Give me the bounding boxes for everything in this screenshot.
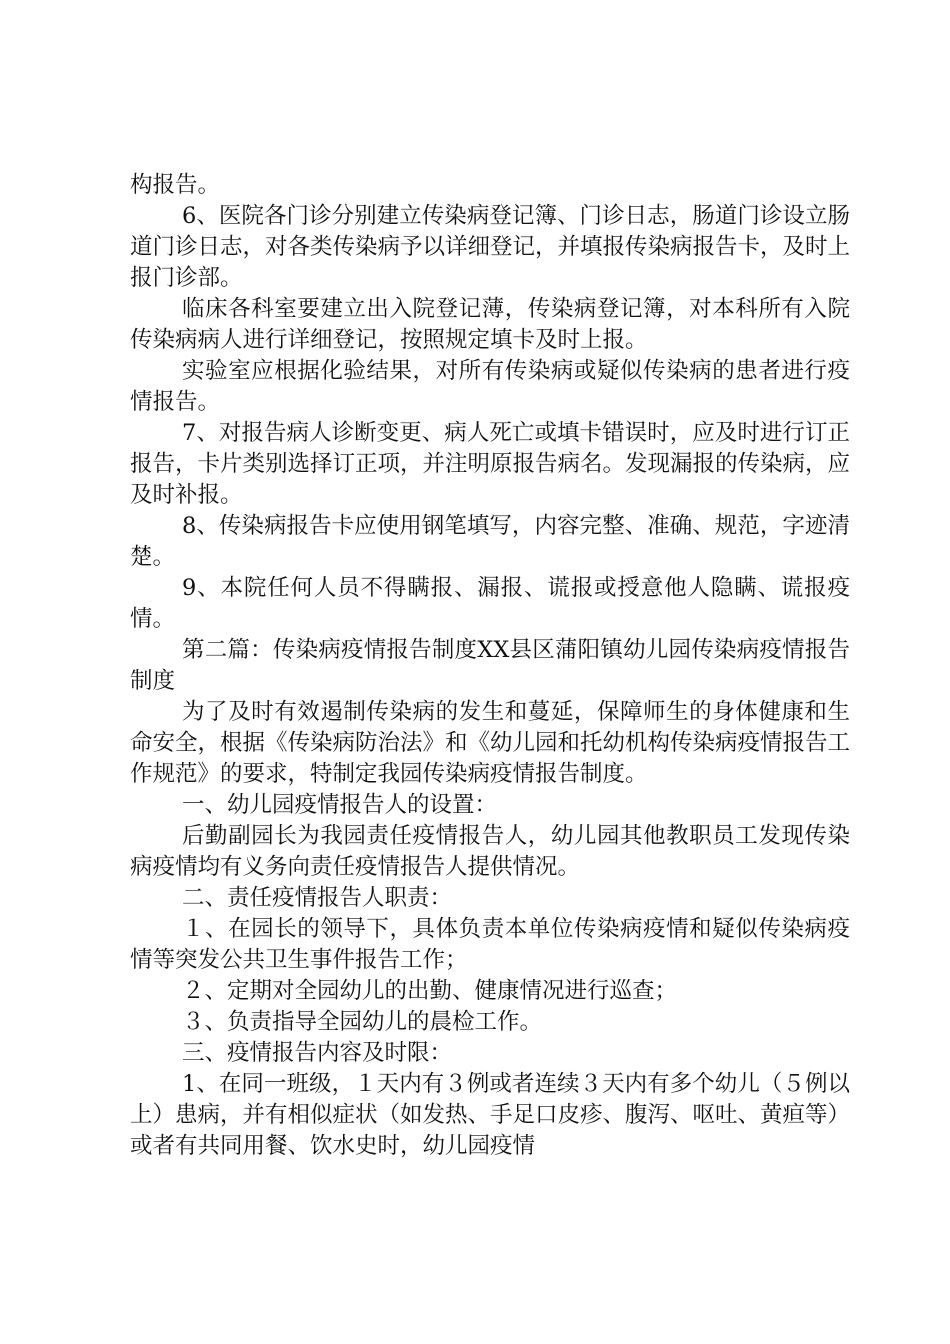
paragraph-13: １、在园长的领导下，具体负责本单位传染病疫情和疑似传染病疫情等突发公共卫生事件报告工作； bbox=[130, 916, 850, 973]
paragraph-16: 三、疫情报告内容及时限： bbox=[182, 1040, 453, 1066]
paragraph-17: 1、在同一班级，１天内有３例或者连续３天内有多个幼儿（５例以上）患病，并有相似症状（如发热、手足口皮疹、腹泻、呕吐、黄疸等）或者有共同用餐、饮水史时，幼儿园疫情 bbox=[130, 1071, 851, 1159]
paragraph-5: 7、对报告病人诊断变更、病人死亡或填卡错误时，应及时进行订正报告，卡片类别选择订正项，并注明原报告病名。发现漏报的传染病，应及时补报。 bbox=[130, 420, 851, 508]
paragraph-3: 临床各科室要建立出入院登记薄，传染病登记簿，对本科所有入院传染病病人进行详细登记，按照规定填卡及时上报。 bbox=[130, 296, 850, 353]
document-page bbox=[130, 170, 850, 1162]
paragraph-6: 8、传染病报告卡应使用钢笔填写，内容完整、准确、规范，字迹清楚。 bbox=[130, 513, 850, 570]
paragraph-7: 9、本院任何人员不得瞒报、漏报、谎报或授意他人隐瞒、谎报疫情。 bbox=[130, 575, 850, 632]
paragraph-14: ２、定期对全园幼儿的出勤、健康情况进行巡查； bbox=[182, 978, 678, 1004]
paragraph-10: 一、幼儿园疫情报告人的设置： bbox=[182, 792, 498, 818]
paragraph-1: 构报告。 bbox=[130, 172, 221, 198]
paragraph-4: 实验室应根据化验结果，对所有传染病或疑似传染病的患者进行疫情报告。 bbox=[130, 358, 850, 415]
paragraph-15: ３、负责指导全园幼儿的晨检工作。 bbox=[182, 1009, 543, 1035]
paragraph-9: 为了及时有效遏制传染病的发生和蔓延，保障师生的身体健康和生命安全，根据《传染病防治法》和《幼儿园和托幼机构传染病疫情报告工作规范》的要求，特制定我园传染病疫情报告制度。 bbox=[130, 699, 851, 787]
paragraph-11: 后勤副园长为我园责任疫情报告人，幼儿园其他教职员工发现传染病疫情均有义务向责任疫情报告人提供情况。 bbox=[130, 823, 850, 880]
paragraph-12: 二、责任疫情报告人职责： bbox=[182, 885, 453, 911]
paragraph-2: 6、医院各门诊分别建立传染病登记簿、门诊日志，肠道门诊设立肠道门诊日志，对各类传染病予以详细登记，并填报传染病报告卡，及时上报门诊部。 bbox=[130, 203, 851, 291]
paragraph-8: 第二篇：传染病疫情报告制度XX县区蒲阳镇幼儿园传染病疫情报告制度 bbox=[130, 637, 850, 694]
